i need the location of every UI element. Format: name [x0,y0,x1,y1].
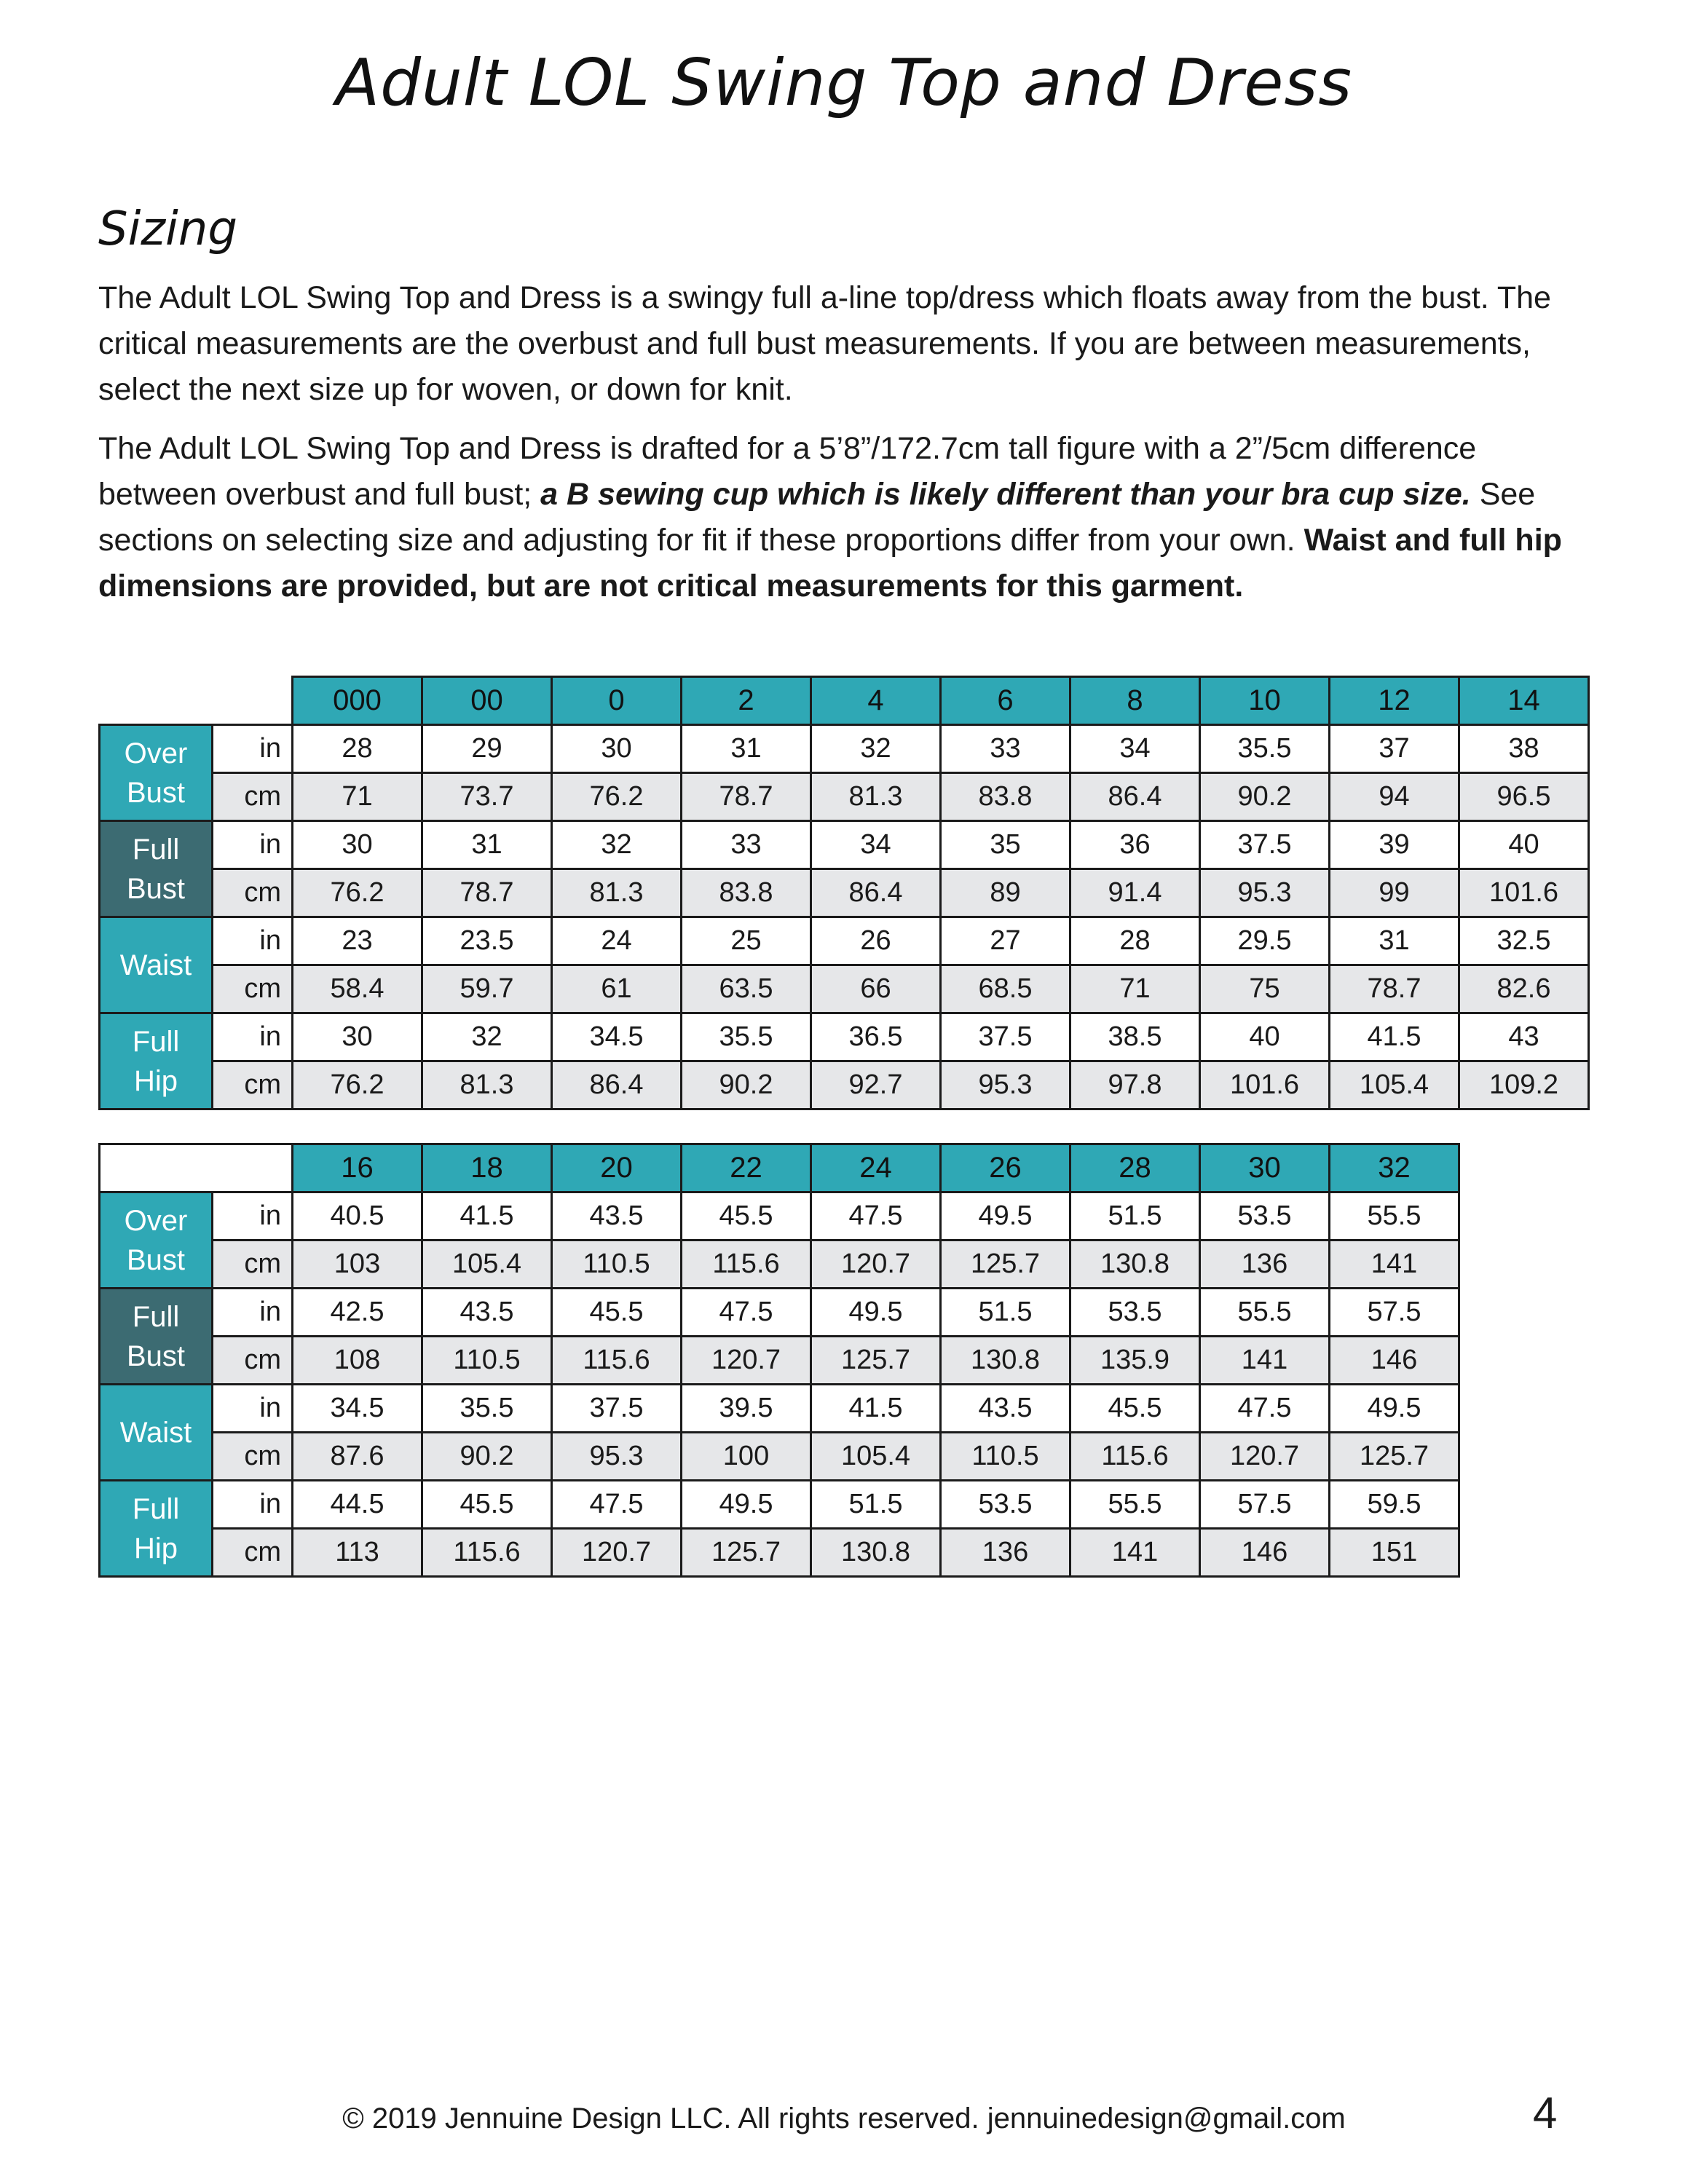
table-cell: 120.7 [811,1241,941,1289]
table-cell: 95.3 [552,1433,682,1481]
size-chart-table-2 [98,1143,1460,1578]
measurement-row [100,1481,1459,1529]
table-cell: 82.6 [1459,965,1589,1013]
table-cell: 30 [552,725,682,773]
table-cell: 41.5 [422,1192,552,1241]
table-cell: 45.5 [552,1289,682,1337]
fit-text: See sections on selecting size and adjusting for fit if these proportions differ from your own. [98,477,1536,558]
table-cell: 32 [422,1013,552,1061]
table-cell: 40 [1200,1013,1330,1061]
measurement-label-word: Full [132,1492,180,1525]
table-cell: 39.5 [682,1385,811,1433]
table-cell: 25 [682,917,811,965]
table-cell: 31 [1330,917,1459,965]
unit-label: in [213,917,293,965]
size-header: 8 [1070,677,1200,725]
table-cell: 53.5 [1070,1289,1200,1337]
table-cell: 101.6 [1459,869,1589,917]
unit-label: cm [213,1061,293,1109]
table-cell: 30 [293,1013,422,1061]
table-cell: 141 [1070,1529,1200,1577]
table-cell: 83.8 [682,869,811,917]
table-cell: 96.5 [1459,773,1589,821]
table-cell: 86.4 [552,1061,682,1109]
table-cell: 83.8 [941,773,1070,821]
table-cell: 94 [1330,773,1459,821]
table-cell: 36 [1070,821,1200,869]
measurement-row [100,725,1589,773]
footer-copyright: © 2019 Jennuine Design LLC. All rights reserved. jennuinedesign@gmail.com [342,2102,1346,2134]
table-cell: 49.5 [682,1481,811,1529]
measurement-row [100,1061,1589,1109]
table-cell: 44.5 [293,1481,422,1529]
table-cell: 30 [293,821,422,869]
table-cell: 40.5 [293,1192,422,1241]
table-cell: 55.5 [1330,1192,1459,1241]
unit-label: cm [213,965,293,1013]
table-cell: 41.5 [1330,1013,1459,1061]
table-cell: 43.5 [941,1385,1070,1433]
table-cell: 75 [1200,965,1330,1013]
table-cell: 37.5 [941,1013,1070,1061]
table-cell: 105.4 [1330,1061,1459,1109]
table-cell: 32 [552,821,682,869]
table-cell: 41.5 [811,1385,941,1433]
section-heading: Sizing [98,202,237,256]
table-cell: 100 [682,1433,811,1481]
measurement-row [100,869,1589,917]
table-cell: 28 [1070,917,1200,965]
table-cell: 24 [552,917,682,965]
table-cell: 59.7 [422,965,552,1013]
size-header: 0 [552,677,682,725]
table-cell: 35 [941,821,1070,869]
table-cell: 40 [1459,821,1589,869]
measurement-row [100,1529,1459,1577]
table-cell: 45.5 [422,1481,552,1529]
unit-label: in [213,1385,293,1433]
table-cell: 90.2 [682,1061,811,1109]
page-title: Adult LOL Swing Top and Dress [335,45,1353,120]
measurement-label [100,1385,213,1481]
table-cell: 23 [293,917,422,965]
table-cell: 43.5 [552,1192,682,1241]
table-cell: 89 [941,869,1070,917]
table-cell: 29 [422,725,552,773]
size-header: 18 [422,1144,552,1192]
table-cell: 35.5 [1200,725,1330,773]
table-cell: 110.5 [941,1433,1070,1481]
table-cell: 34 [811,821,941,869]
unit-label: cm [213,869,293,917]
measurement-label [100,1289,213,1385]
cup-size-note: a B sewing cup which is likely different than your bra cup size. [540,477,1471,512]
table-cell: 23.5 [422,917,552,965]
table-cell: 105.4 [811,1433,941,1481]
table-cell: 47.5 [811,1192,941,1241]
table-cell: 47.5 [552,1481,682,1529]
table-cell: 90.2 [422,1433,552,1481]
measurement-label-word: Full [132,1025,180,1058]
size-header: 26 [941,1144,1070,1192]
table-cell: 120.7 [682,1337,811,1385]
measurement-label-word: Full [132,1300,180,1333]
table-cell: 136 [1200,1241,1330,1289]
table-cell: 146 [1200,1529,1330,1577]
table-cell: 47.5 [1200,1385,1330,1433]
size-header: 10 [1200,677,1330,725]
table-cell: 49.5 [1330,1385,1459,1433]
measurement-label-word: Hip [133,1532,178,1564]
table-cell: 76.2 [293,1061,422,1109]
table-cell: 81.3 [552,869,682,917]
measurement-row [100,1192,1459,1241]
table-cell: 109.2 [1459,1061,1589,1109]
table-cell: 120.7 [1200,1433,1330,1481]
table-cell: 34.5 [552,1013,682,1061]
table-cell: 146 [1330,1337,1459,1385]
measurement-row [100,965,1589,1013]
measurement-label-word: Bust [126,872,186,905]
table-cell: 28 [293,725,422,773]
measurement-label [100,725,213,821]
table-cell: 87.6 [293,1433,422,1481]
unit-label: cm [213,1337,293,1385]
table-cell: 151 [1330,1529,1459,1577]
table-cell: 115.6 [682,1241,811,1289]
table-cell: 81.3 [811,773,941,821]
table-cell: 120.7 [552,1529,682,1577]
table-cell: 55.5 [1070,1481,1200,1529]
unit-label: in [213,725,293,773]
measurement-label-word: Over [124,1204,188,1237]
table-cell: 66 [811,965,941,1013]
table-cell: 81.3 [422,1061,552,1109]
table-cell: 31 [422,821,552,869]
table-cell: 130.8 [1070,1241,1200,1289]
table-cell: 51.5 [1070,1192,1200,1241]
table-cell: 91.4 [1070,869,1200,917]
table-cell: 113 [293,1529,422,1577]
measurement-label-word: Waist [119,949,192,981]
table-cell: 110.5 [552,1241,682,1289]
unit-label: cm [213,1433,293,1481]
table-cell: 92.7 [811,1061,941,1109]
unit-label: in [213,1013,293,1061]
table-cell: 43.5 [422,1289,552,1337]
size-header: 32 [1330,1144,1459,1192]
size-header: 14 [1459,677,1589,725]
table-cell: 55.5 [1200,1289,1330,1337]
table-cell: 35.5 [422,1385,552,1433]
drafting-text: The Adult LOL Swing Top and Dress is drafted for a 5’8”/172.7cm tall figure with a 2”/5cm difference between overbust and full bust; [98,431,1477,512]
table-cell: 78.7 [422,869,552,917]
critical-note: Waist and full hip dimensions are provided, but are not critical measurements for this garment. [98,523,1562,604]
measurement-label [100,1481,213,1577]
table-cell: 95.3 [1200,869,1330,917]
header-corner [100,1144,293,1192]
table-cell: 78.7 [682,773,811,821]
table-cell: 125.7 [811,1337,941,1385]
table-cell: 29.5 [1200,917,1330,965]
table-cell: 110.5 [422,1337,552,1385]
size-header: 28 [1070,1144,1200,1192]
measurement-label-word: Hip [133,1064,178,1097]
table-cell: 136 [941,1529,1070,1577]
measurement-label-word: Full [132,833,180,866]
size-header: 20 [552,1144,682,1192]
table-cell: 99 [1330,869,1459,917]
table-cell: 90.2 [1200,773,1330,821]
table-cell: 39 [1330,821,1459,869]
unit-label: cm [213,1241,293,1289]
measurement-label [100,917,213,1013]
table-cell: 33 [682,821,811,869]
table-cell: 35.5 [682,1013,811,1061]
table-cell: 135.9 [1070,1337,1200,1385]
measurement-row [100,821,1589,869]
size-header: 00 [422,677,552,725]
table-cell: 63.5 [682,965,811,1013]
table-cell: 33 [941,725,1070,773]
table-cell: 78.7 [1330,965,1459,1013]
size-header: 22 [682,1144,811,1192]
header-corner [100,677,293,725]
size-header: 30 [1200,1144,1330,1192]
table-cell: 141 [1200,1337,1330,1385]
size-header: 16 [293,1144,422,1192]
table-cell: 115.6 [1070,1433,1200,1481]
table-cell: 125.7 [682,1529,811,1577]
table-cell: 31 [682,725,811,773]
size-header: 12 [1330,677,1459,725]
table-cell: 97.8 [1070,1061,1200,1109]
table-cell: 57.5 [1200,1481,1330,1529]
table-cell: 51.5 [941,1289,1070,1337]
table-cell: 86.4 [1070,773,1200,821]
table-cell: 37.5 [1200,821,1330,869]
table-cell: 130.8 [811,1529,941,1577]
measurement-row [100,1013,1589,1061]
unit-label: in [213,1289,293,1337]
unit-label: in [213,1192,293,1241]
table-cell: 73.7 [422,773,552,821]
unit-label: cm [213,1529,293,1577]
measurement-row [100,1289,1459,1337]
table-cell: 101.6 [1200,1061,1330,1109]
table-cell: 71 [1070,965,1200,1013]
intro-paragraph: The Adult LOL Swing Top and Dress is a swingy full a-line top/dress which floats away from the bust. The critical measurements are the overbust and full bust measurements. If you are between measurements, select the next size up for woven, or down for knit. [98,280,1551,407]
size-chart-table-1 [98,676,1590,1110]
unit-label: in [213,821,293,869]
measurement-label-word: Bust [126,1340,186,1372]
measurement-row [100,1385,1459,1433]
size-header: 6 [941,677,1070,725]
table-cell: 76.2 [293,869,422,917]
table-cell: 51.5 [811,1481,941,1529]
measurement-label [100,1013,213,1109]
table-cell: 71 [293,773,422,821]
table-cell: 38.5 [1070,1013,1200,1061]
size-header: 4 [811,677,941,725]
table-cell: 36.5 [811,1013,941,1061]
measurement-row [100,773,1589,821]
table-cell: 58.4 [293,965,422,1013]
table-cell: 125.7 [941,1241,1070,1289]
table-cell: 32 [811,725,941,773]
table-cell: 45.5 [682,1192,811,1241]
measurement-row [100,1433,1459,1481]
table-cell: 34.5 [293,1385,422,1433]
table-cell: 115.6 [552,1337,682,1385]
size-header: 24 [811,1144,941,1192]
size-header-row [100,677,1589,725]
table-cell: 68.5 [941,965,1070,1013]
measurement-label-word: Over [124,737,188,769]
table-cell: 37 [1330,725,1459,773]
table-cell: 115.6 [422,1529,552,1577]
table-cell: 57.5 [1330,1289,1459,1337]
measurement-row [100,1337,1459,1385]
measurement-label-word: Waist [119,1416,192,1449]
measurement-label-word: Bust [126,776,186,809]
table-cell: 59.5 [1330,1481,1459,1529]
table-cell: 141 [1330,1241,1459,1289]
size-header: 2 [682,677,811,725]
measurement-label [100,1192,213,1289]
table-cell: 34 [1070,725,1200,773]
size-header-row [100,1144,1459,1192]
table-cell: 61 [552,965,682,1013]
table-cell: 49.5 [941,1192,1070,1241]
table-cell: 45.5 [1070,1385,1200,1433]
measurement-label [100,821,213,917]
table-cell: 27 [941,917,1070,965]
table-cell: 26 [811,917,941,965]
table-cell: 38 [1459,725,1589,773]
unit-label: in [213,1481,293,1529]
table-cell: 32.5 [1459,917,1589,965]
table-cell: 76.2 [552,773,682,821]
table-cell: 49.5 [811,1289,941,1337]
measurement-row [100,1241,1459,1289]
page-number: 4 [1533,2089,1558,2137]
table-cell: 53.5 [941,1481,1070,1529]
table-cell: 86.4 [811,869,941,917]
unit-label: cm [213,773,293,821]
measurement-row [100,917,1589,965]
drafting-paragraph [98,426,1598,609]
table-cell: 130.8 [941,1337,1070,1385]
table-cell: 42.5 [293,1289,422,1337]
table-cell: 105.4 [422,1241,552,1289]
table-cell: 43 [1459,1013,1589,1061]
table-cell: 108 [293,1337,422,1385]
size-header: 000 [293,677,422,725]
table-cell: 53.5 [1200,1192,1330,1241]
table-cell: 95.3 [941,1061,1070,1109]
table-cell: 125.7 [1330,1433,1459,1481]
table-cell: 103 [293,1241,422,1289]
table-cell: 37.5 [552,1385,682,1433]
measurement-label-word: Bust [126,1243,186,1276]
table-cell: 47.5 [682,1289,811,1337]
